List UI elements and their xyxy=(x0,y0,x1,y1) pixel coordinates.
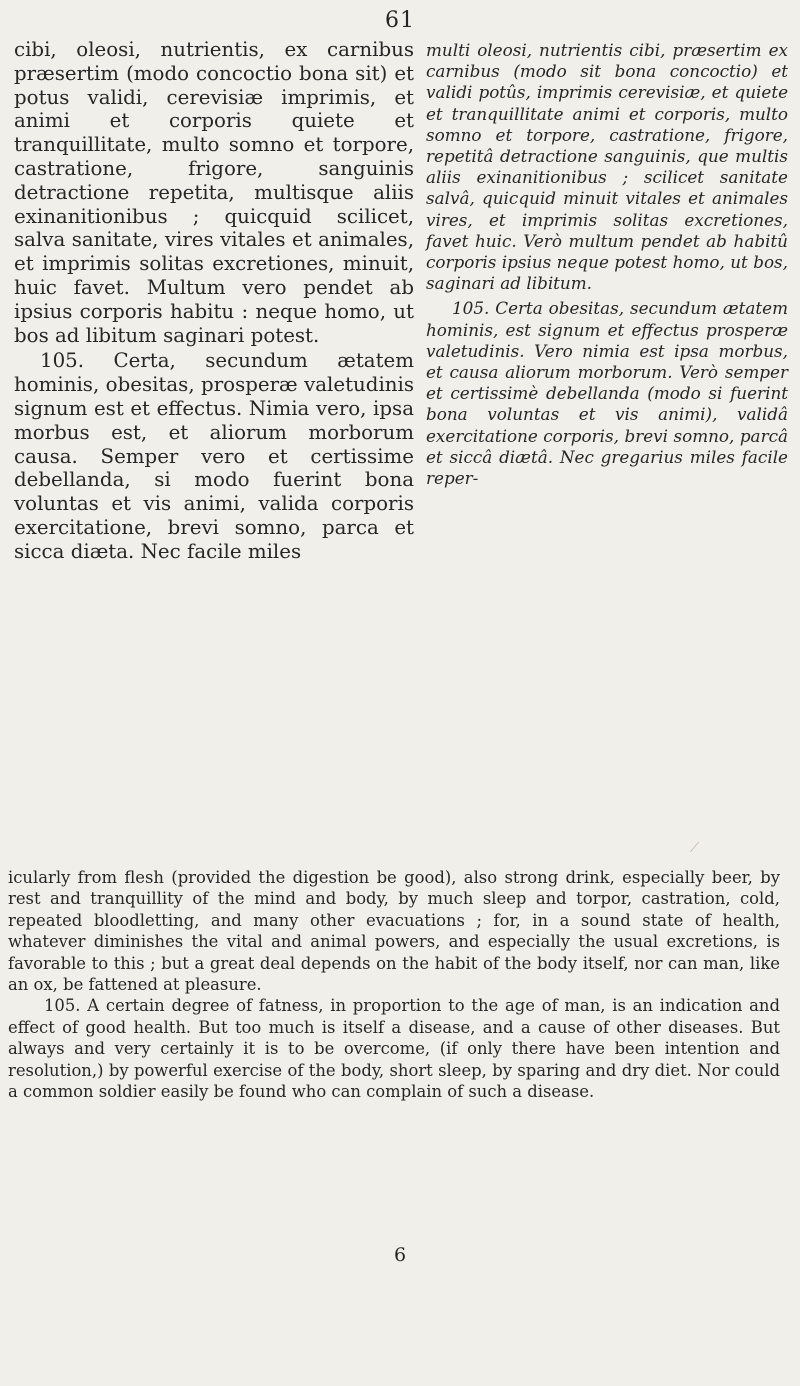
latin-paragraph-1: cibi, oleosi, nutrientis, ex carnibus præsertim (modo concoctio bona sit) et potus validi, cerevisiæ imprimis, et animi et corporis quiete et tranquillitate, multo somno et torpore, castratione, frigore, sanguinis detractione repetita, multisque aliis exinanitionibus ; quicquid scilicet, salva sanitate, vires vitales et animales, et imprimis solitas excretiones, minuit, huic favet. Multum vero pendet ab ipsius corporis habitu : neque homo, ut bos ad libitum saginari potest. xyxy=(14,38,414,347)
english-paragraph-1: icularly from flesh (provided the digestion be good), also strong drink, especially beer, by rest and tranquillity of the mind and body, by much sleep and torpor, castration, cold, repeated bloodletting, and many other evacuations ; for, in a sound state of health, whatever diminishes the vital and animal powers, and especially the usual excretions, is favorable to this ; but a great deal depends on the habit of the body itself, nor can man, like an ox, be fattened at pleasure. xyxy=(8,868,780,995)
signature-mark: 6 xyxy=(393,1244,407,1266)
page-number: 61 xyxy=(385,8,415,33)
literal-translation-column xyxy=(426,40,788,489)
latin-paragraph-105: 105. Certa, secundum ætatem hominis, obesitas, prosperæ valetudinis signum est et effectus. Nimia vero, ipsa morbus est, et aliorum morborum causa. Semper vero et certissime debellanda, si modo fuerint bona voluntas et vis animi, valida corporis exercitatione, brevi somno, parca et sicca diæta. Nec facile miles xyxy=(14,349,414,563)
english-paragraph-105: 105. A certain degree of fatness, in proportion to the age of man, is an indication and effect of good health. But too much is itself a disease, and a cause of other diseases. But always and very certainly it is to be overcome, (if only there have been intention and resolution,) by powerful exercise of the body, short sleep, by sparing and dry diet. Nor could a common soldier easily be found who can complain of such a disease. xyxy=(8,996,780,1102)
translation-paragraph-105: 105. Certa obesitas, secundum ætatem hominis, est signum et effectus prosperæ valetudinis. Vero nimia est ipsa morbus, et causa aliorum morborum. Verò semper et certissimè debellanda (modo si fuerint bona voluntas et vis animi), validâ exercitatione corporis, brevi somno, parcâ et siccâ diætâ. Nec gregarius miles facile reper- xyxy=(426,298,788,489)
separator-mark xyxy=(664,842,699,852)
latin-column xyxy=(14,38,414,564)
english-translation xyxy=(8,867,780,1102)
translation-paragraph-1: multi oleosi, nutrientis cibi, præsertim ex carnibus (modo sit bona concoctio) et validi potûs, imprimis cerevisiæ, et quiete et tranquillitate animi et corporis, multo somno et torpore, castratione, frigore, repetitâ detractione sanguinis, que multis aliis exinanitionibus ; scilicet sanitate salvâ, quicquid minuit vitales et animales vires, et imprimis solitas excretiones, favet huic. Verò multum pendet ab habitû corporis ipsius neque potest homo, ut bos, saginari ad libitum. xyxy=(426,40,788,294)
